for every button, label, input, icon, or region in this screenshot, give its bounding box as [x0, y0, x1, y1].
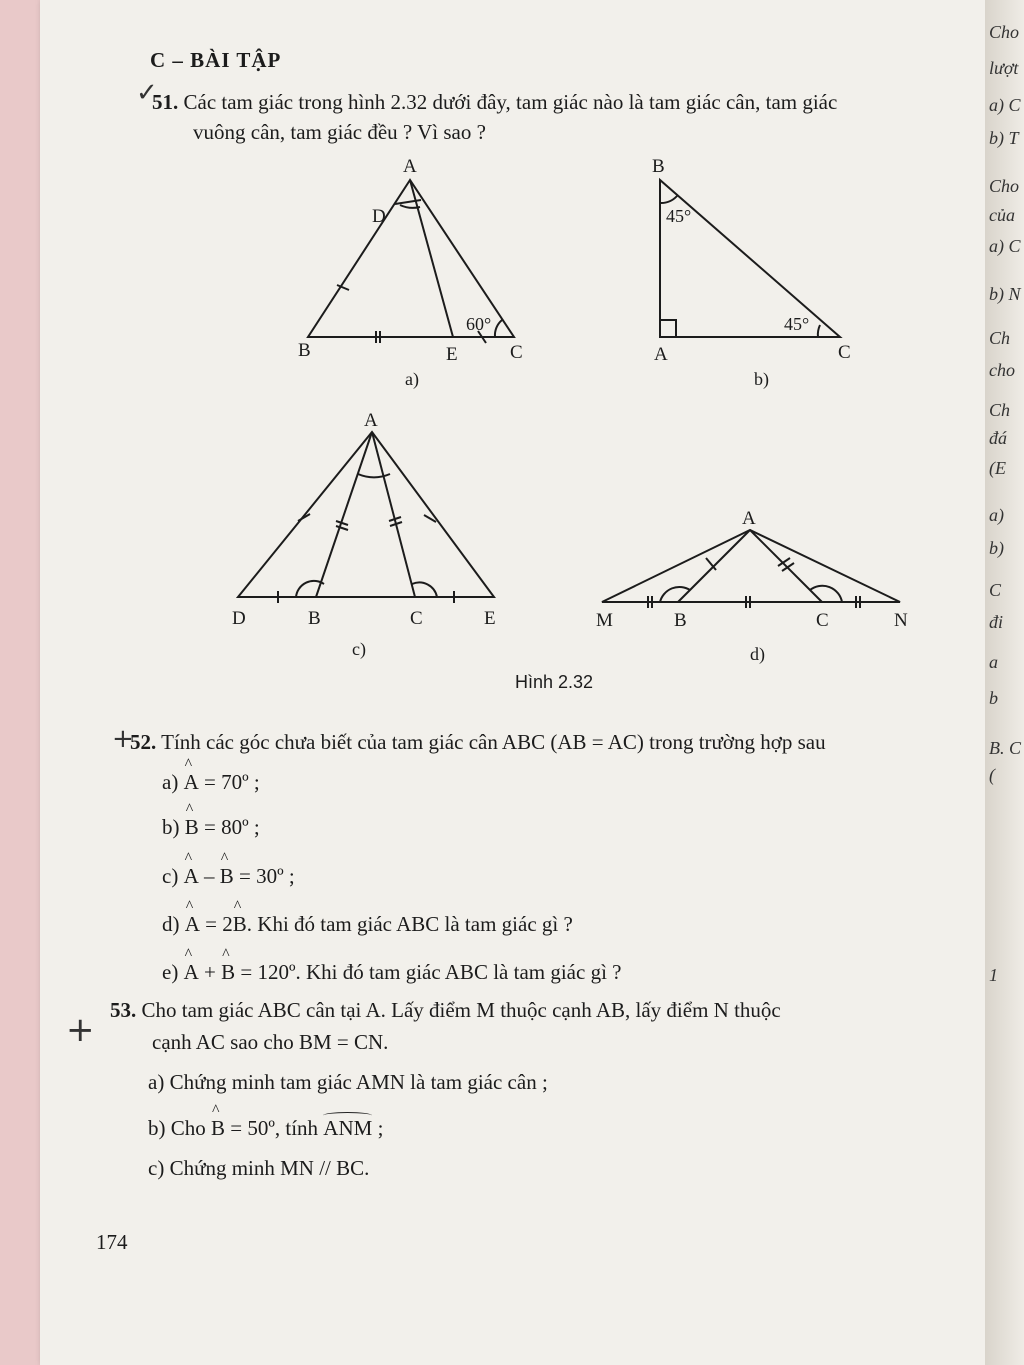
- angle-symbol: ^ B: [211, 1116, 225, 1141]
- angle-symbol: ^ A: [184, 770, 199, 795]
- edge-text: b: [989, 688, 998, 708]
- point-label: C: [816, 610, 829, 631]
- edge-text: B. C: [989, 738, 1022, 758]
- edge-text: 1: [989, 965, 998, 985]
- item-text: = 80º ;: [198, 815, 260, 839]
- point-label: A: [364, 410, 378, 431]
- point-label: C: [838, 342, 851, 363]
- item-label: c): [162, 864, 179, 888]
- point-label: A: [654, 344, 668, 365]
- exercise-number: 53.: [110, 998, 137, 1022]
- edge-text: a): [989, 505, 1004, 525]
- point-label: D: [232, 608, 246, 629]
- edge-text: b) T: [989, 128, 1019, 148]
- point-label: B: [298, 340, 311, 361]
- edge-text: của: [989, 205, 1015, 225]
- angle-symbol: ^ B: [220, 864, 234, 889]
- angle-symbol: ^ A: [184, 864, 199, 889]
- ex52-item-b: [162, 815, 260, 840]
- angle-label: 45°: [666, 206, 692, 226]
- edge-text: (: [989, 765, 995, 785]
- point-label: E: [446, 344, 458, 365]
- point-label: N: [894, 610, 908, 631]
- edge-text: Cho: [989, 176, 1020, 196]
- exercise-53-line2: cạnh AC sao cho BM = CN.: [152, 1030, 389, 1054]
- angle-label: 60°: [466, 314, 492, 334]
- item-text: +: [198, 960, 222, 984]
- item-label: b): [162, 815, 180, 839]
- segment-ac: [750, 530, 822, 602]
- edge-text: lượt: [989, 58, 1019, 78]
- edge-text: a) C: [989, 236, 1021, 256]
- section-title: C – BÀI TẬP: [150, 48, 282, 72]
- edge-text: (E: [989, 458, 1006, 478]
- angle-arc: [495, 320, 502, 337]
- edge-text: Ch: [989, 400, 1011, 420]
- ex53-item-a: a) Chứng minh tam giác AMN là tam giác cân ;: [148, 1070, 548, 1094]
- edge-text: đá: [989, 428, 1007, 448]
- tick-mark: [336, 526, 348, 530]
- item-label: d): [162, 912, 180, 936]
- exercise-number: 51.: [152, 90, 179, 114]
- ex52-item-a: [162, 770, 260, 795]
- angle-symbol: ^ A: [184, 960, 199, 985]
- segment-ab: [678, 530, 750, 602]
- item-label: e): [162, 960, 179, 984]
- ex52-item-c: [162, 864, 295, 889]
- exercise-text: Cho tam giác ABC cân tại A. Lấy điểm M thuộc cạnh AB, lấy điểm N thuộc: [141, 998, 781, 1022]
- figure-label: d): [750, 644, 765, 664]
- edge-text: C: [989, 580, 1002, 600]
- angle-arc: [818, 325, 820, 337]
- exercise-text: Các tam giác trong hình 2.32 dưới đây, tam giác nào là tam giác cân, tam giác: [183, 90, 838, 114]
- edge-text: b) N: [989, 284, 1021, 304]
- edge-text: b): [989, 538, 1004, 558]
- angle-symbol: ^ B: [185, 815, 199, 840]
- edge-text: a: [989, 652, 998, 672]
- angle-symbol: ^ B: [233, 912, 247, 937]
- item-text: = 120º. Khi đó tam giác ABC là tam giác gì ?: [235, 960, 622, 984]
- item-text: ;: [372, 1116, 384, 1140]
- angle-arc: [412, 582, 437, 597]
- angle-label: 45°: [784, 314, 810, 334]
- exercise-53: [110, 998, 781, 1023]
- ex52-item-d: [162, 912, 573, 937]
- triangle-ade: [238, 432, 494, 597]
- item-label: a): [162, 770, 179, 794]
- exercise-text: Tính các góc chưa biết của tam giác cân ABC (AB = AC) trong trường hợp sau: [161, 730, 826, 754]
- item-text: = 70º ;: [198, 770, 260, 794]
- edge-text: a) C: [989, 95, 1021, 115]
- point-label: B: [674, 610, 687, 631]
- segment-ae: [410, 180, 453, 337]
- exercise-52: [130, 730, 826, 755]
- item-text: . Khi đó tam giác ABC là tam giác gì ?: [246, 912, 573, 936]
- handwritten-check-mark: ✓: [136, 78, 158, 108]
- exercise-number: 52.: [130, 730, 157, 754]
- right-angle-mark: [660, 320, 676, 337]
- point-label: C: [410, 608, 423, 629]
- point-label: A: [403, 156, 417, 177]
- page-number: 174: [96, 1230, 128, 1254]
- edge-text: cho: [989, 360, 1015, 380]
- ex53-item-c: c) Chứng minh MN // BC.: [148, 1156, 370, 1180]
- edge-text: đi: [989, 612, 1004, 632]
- segment-ab: [316, 432, 372, 597]
- item-text: = 2: [199, 912, 233, 936]
- point-label: B: [308, 608, 321, 629]
- angle-symbol: ^ B: [221, 960, 235, 985]
- item-text: = 50º, tính: [225, 1116, 324, 1140]
- point-label: C: [510, 342, 523, 363]
- triangle-amn: [602, 530, 900, 602]
- point-label: A: [742, 508, 756, 529]
- item-text: –: [198, 864, 220, 888]
- figure-label: a): [405, 369, 419, 389]
- angle-symbol: ^ A: [185, 912, 200, 937]
- angle-symbol: ANM: [323, 1116, 373, 1140]
- angle-arc: [660, 196, 677, 203]
- segment-ac: [372, 432, 415, 597]
- figure-label: c): [352, 639, 366, 659]
- item-text: b) Cho: [148, 1116, 211, 1140]
- point-label: D: [372, 206, 386, 227]
- figure-caption: Hình 2.32: [515, 672, 594, 692]
- item-text: = 30º ;: [233, 864, 295, 888]
- point-label: B: [652, 156, 665, 177]
- point-label: E: [484, 608, 496, 629]
- ex52-item-e: [162, 960, 621, 985]
- triangle-abc-b: [660, 180, 840, 337]
- edge-text: Cho: [989, 22, 1020, 42]
- ex53-item-b: [148, 1116, 383, 1141]
- edge-text: Ch: [989, 328, 1011, 348]
- angle-arc: [358, 474, 390, 477]
- exercise-51-line2: vuông cân, tam giác đều ? Vì sao ?: [193, 120, 486, 144]
- point-label: M: [596, 610, 613, 631]
- handwritten-mark: +: [66, 1010, 95, 1050]
- handwritten-mark: +: [112, 724, 134, 754]
- figure-label: b): [754, 369, 769, 389]
